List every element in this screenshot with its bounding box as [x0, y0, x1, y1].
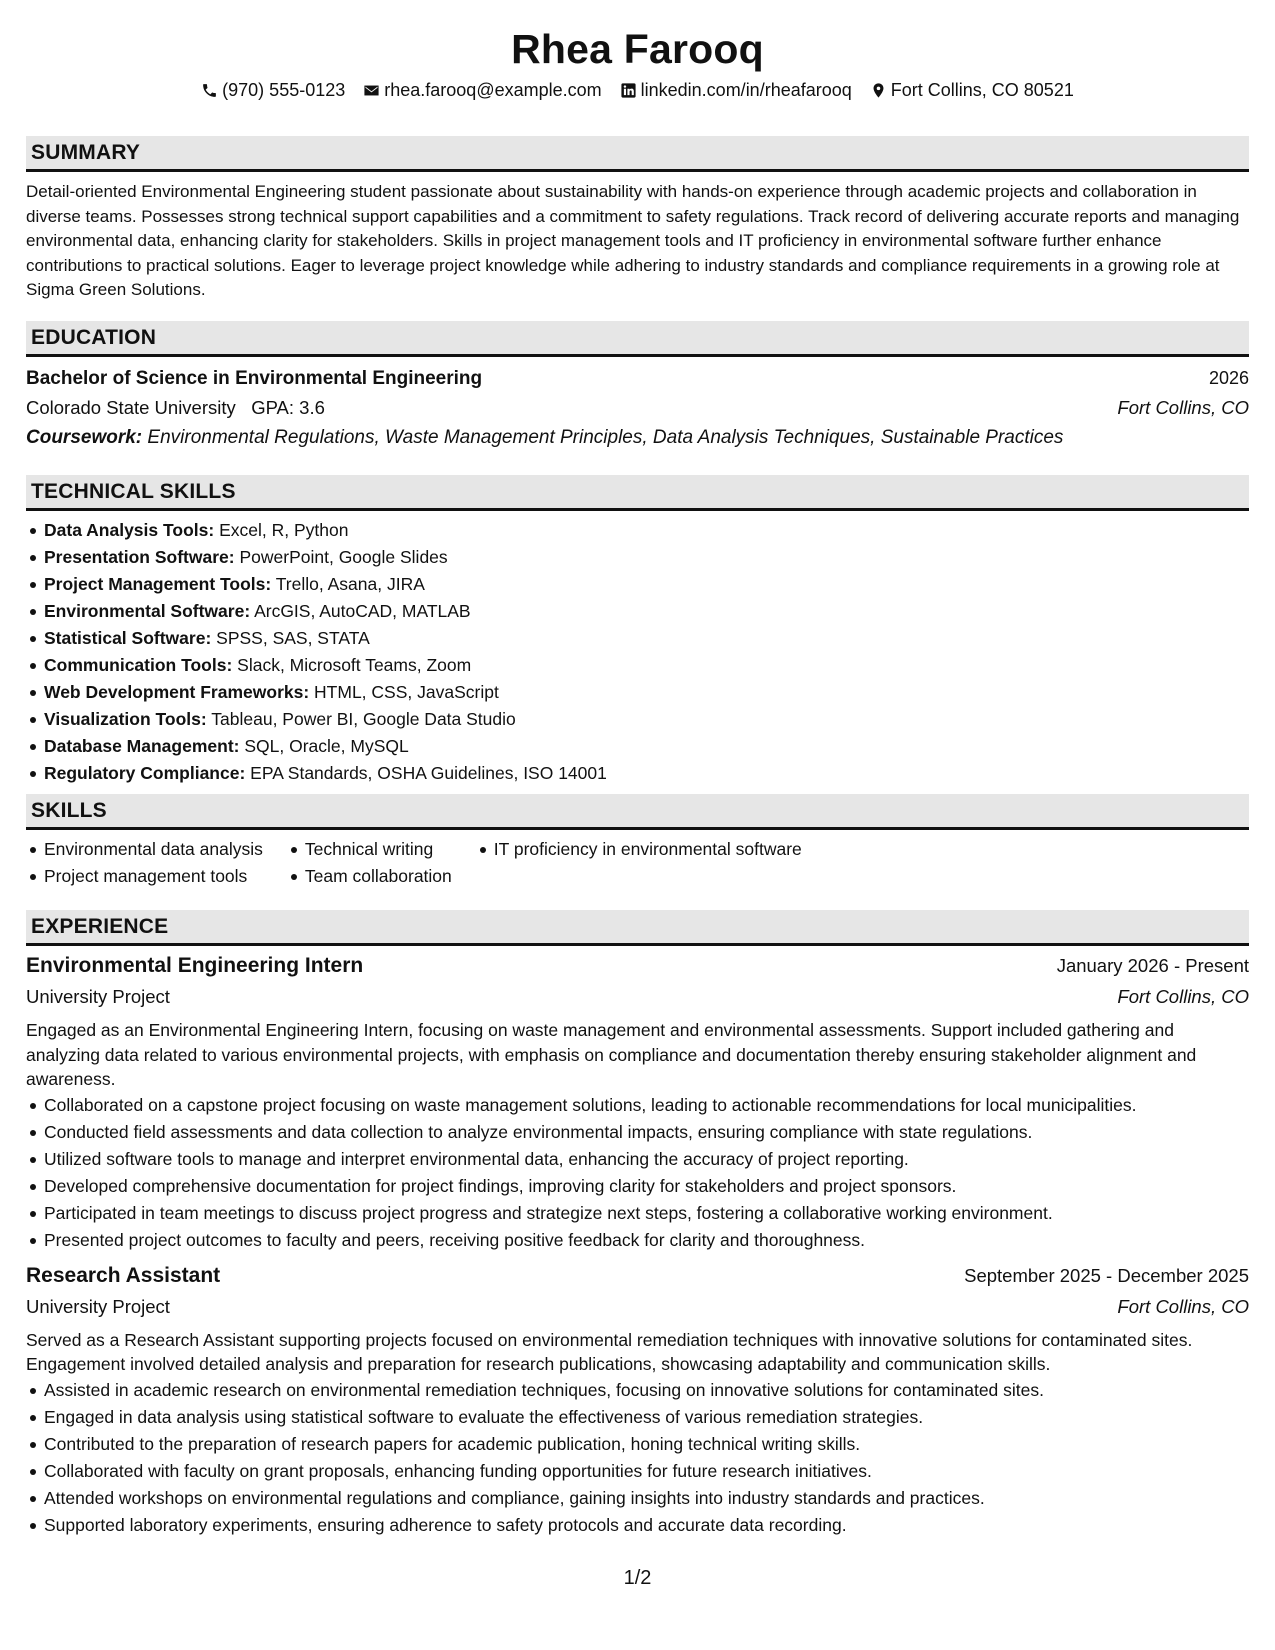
map-pin-icon [870, 82, 887, 99]
education-school-row [26, 393, 1249, 423]
phone-text: (970) 555-0123 [222, 80, 346, 100]
skill-value: Slack, Microsoft Teams, Zoom [237, 655, 472, 675]
list-item: Technical writing [305, 836, 452, 863]
page-number: 1/2 [623, 1567, 652, 1589]
list-item [44, 625, 1249, 652]
contact-bar [26, 79, 1249, 101]
job-org: University Project [26, 1295, 170, 1317]
skill-label: Environmental Software: [44, 601, 251, 621]
list-item [44, 733, 1249, 760]
location-text: Fort Collins, CO 80521 [890, 80, 1074, 100]
job-description: Served as a Research Assistant supporting projects focused on environmental remediation techniques with innovative solutions for contaminated sites. Engagement involved detailed analysis and preparation for research publications, showcasing adaptability and communication skills. [26, 1329, 1193, 1374]
list-item [44, 652, 1249, 679]
education-degree-row [26, 364, 1249, 393]
skill-label: Regulatory Compliance: [44, 763, 246, 783]
skill-value: ArcGIS, AutoCAD, MATLAB [254, 601, 471, 621]
summary-text: Detail-oriented Environmental Engineering student passionate about sustainability with hands-on experience through academic projects and collaboration in diverse teams. Possesses strong technical support capabilities and a commitment to safety regulations. Track record of delivering accurate reports and managing environmental data, enhancing clarity for stakeholders. Skills in project management tools and IT proficiency in environmental software further enhance contributions to practical solutions. Eager to leverage project knowledge while adhering to industry standards and compliance requirements in a growing role at Sigma Green Solutions. [26, 182, 1240, 299]
list-item: Presented project outcomes to faculty and peers, receiving positive feedback for clarity and thoroughness. [44, 1227, 1249, 1254]
job-location: Fort Collins, CO [1117, 1295, 1249, 1317]
skill-value: SQL, Oracle, MySQL [244, 736, 409, 756]
job-bullets [26, 1092, 1249, 1254]
list-item: IT proficiency in environmental software [494, 836, 802, 863]
education-heading: EDUCATION [26, 321, 1249, 357]
degree-year: 2026 [1208, 368, 1249, 388]
skills-column [305, 836, 452, 890]
summary-heading: SUMMARY [26, 136, 1249, 172]
list-item [44, 544, 1249, 571]
skill-value: Trello, Asana, JIRA [275, 574, 425, 594]
skill-label: Web Development Frameworks: [44, 682, 310, 702]
job-dates: September 2025 - December 2025 [964, 1264, 1249, 1286]
technical-skills-list [26, 517, 1249, 787]
job-description: Engaged as an Environmental Engineering Intern, focusing on waste management and environmental assessments. Support included gathering and analyzing data related to various environmental projects, with emphasis on compliance and documentation thereby ensuring stakeholder alignment and awareness. [26, 1020, 1197, 1089]
job-header-row [26, 1260, 1249, 1292]
summary-section [26, 136, 1249, 303]
list-item: Supported laboratory experiments, ensuring adherence to safety protocols and accurate data recording. [44, 1512, 1249, 1539]
list-item: Collaborated on a capstone project focusing on waste management solutions, leading to actionable recommendations for local municipalities. [44, 1092, 1249, 1119]
job-org-row [26, 982, 1249, 1012]
job-title: Environmental Engineering Intern [26, 954, 364, 977]
skill-label: Communication Tools: [44, 655, 233, 675]
list-item: Collaborated with faculty on grant proposals, enhancing funding opportunities for future research initiatives. [44, 1458, 1249, 1485]
list-item: Engaged in data analysis using statistical software to evaluate the effectiveness of various remediation strategies. [44, 1404, 1249, 1431]
skill-value: PowerPoint, Google Slides [239, 547, 448, 567]
job-org: University Project [26, 986, 170, 1007]
skill-value: EPA Standards, OSHA Guidelines, ISO 14001 [250, 763, 607, 783]
list-item: Assisted in academic research on environmental remediation techniques, focusing on innovative solutions for contaminated sites. [44, 1377, 1249, 1404]
list-item: Attended workshops on environmental regulations and compliance, gaining insights into industry standards and practices. [44, 1485, 1249, 1512]
job-org-row [26, 1292, 1249, 1322]
skill-value: SPSS, SAS, STATA [216, 628, 370, 648]
list-item: Contributed to the preparation of research papers for academic publication, honing technical writing skills. [44, 1431, 1249, 1458]
resume-page [26, 0, 1249, 1650]
contact-email[interactable] [363, 79, 601, 101]
technical-skills-heading: TECHNICAL SKILLS [26, 475, 1249, 511]
experience-section [26, 910, 1249, 1539]
skills-column [44, 836, 263, 890]
school-location: Fort Collins, CO [1117, 397, 1249, 418]
coursework-label: Coursework: [26, 427, 143, 448]
list-item: Utilized software tools to manage and interpret environmental data, enhancing the accuracy of project reporting. [44, 1146, 1249, 1173]
contact-location [870, 79, 1074, 101]
skill-label: Project Management Tools: [44, 574, 272, 594]
list-item: Environmental data analysis [44, 836, 263, 863]
skill-value: HTML, CSS, JavaScript [314, 682, 499, 702]
skill-value: Tableau, Power BI, Google Data Studio [211, 709, 516, 729]
skill-label: Database Management: [44, 736, 240, 756]
skill-label: Visualization Tools: [44, 709, 207, 729]
experience-heading: EXPERIENCE [26, 910, 1249, 946]
phone-icon [201, 82, 218, 99]
job-title: Research Assistant [26, 1263, 221, 1287]
job-location: Fort Collins, CO [1117, 986, 1249, 1007]
envelope-icon [363, 82, 380, 99]
list-item: Conducted field assessments and data collection to analyze environmental impacts, ensuring compliance with state regulations. [44, 1119, 1249, 1146]
job-bullets [26, 1377, 1249, 1539]
list-item: Project management tools [44, 863, 263, 890]
job-entry [26, 1260, 1249, 1539]
skill-label: Presentation Software: [44, 547, 235, 567]
skill-label: Data Analysis Tools: [44, 520, 215, 540]
list-item: Team collaboration [305, 863, 452, 890]
coursework-line [26, 423, 1249, 453]
job-dates: January 2026 - Present [1056, 955, 1249, 976]
skills-section [26, 794, 1249, 890]
linkedin-link[interactable]: linkedin.com/in/rheafarooq [640, 80, 852, 100]
education-section [26, 321, 1249, 453]
gpa: GPA: 3.6 [251, 397, 325, 418]
job-entry [26, 950, 1249, 1254]
email-link[interactable]: rhea.farooq@example.com [384, 80, 602, 100]
list-item [44, 517, 1249, 544]
contact-phone [201, 79, 345, 101]
skill-value: Excel, R, Python [219, 520, 349, 540]
skills-column [494, 836, 802, 890]
coursework-list: Environmental Regulations, Waste Management Principles, Data Analysis Techniques, Sustainable Practices [147, 427, 1064, 448]
degree-title: Bachelor of Science in Environmental Engineering [26, 368, 483, 389]
list-item [44, 706, 1249, 733]
linkedin-icon [620, 82, 637, 99]
candidate-name: Rhea Farooq [511, 26, 764, 72]
contact-linkedin[interactable] [620, 79, 852, 101]
technical-skills-section [26, 475, 1249, 787]
list-item: Participated in team meetings to discuss project progress and strategize next steps, fostering a collaborative working environment. [44, 1200, 1249, 1227]
skills-grid [26, 836, 1249, 890]
job-header-row [26, 950, 1249, 982]
skills-heading: SKILLS [26, 794, 1249, 830]
list-item: Developed comprehensive documentation for project findings, improving clarity for stakeholders and project sponsors. [44, 1173, 1249, 1200]
list-item [44, 679, 1249, 706]
school-name: Colorado State University [26, 397, 236, 418]
skill-label: Statistical Software: [44, 628, 212, 648]
list-item [44, 571, 1249, 598]
school-line [26, 393, 325, 423]
list-item [44, 598, 1249, 625]
list-item [44, 760, 1249, 787]
